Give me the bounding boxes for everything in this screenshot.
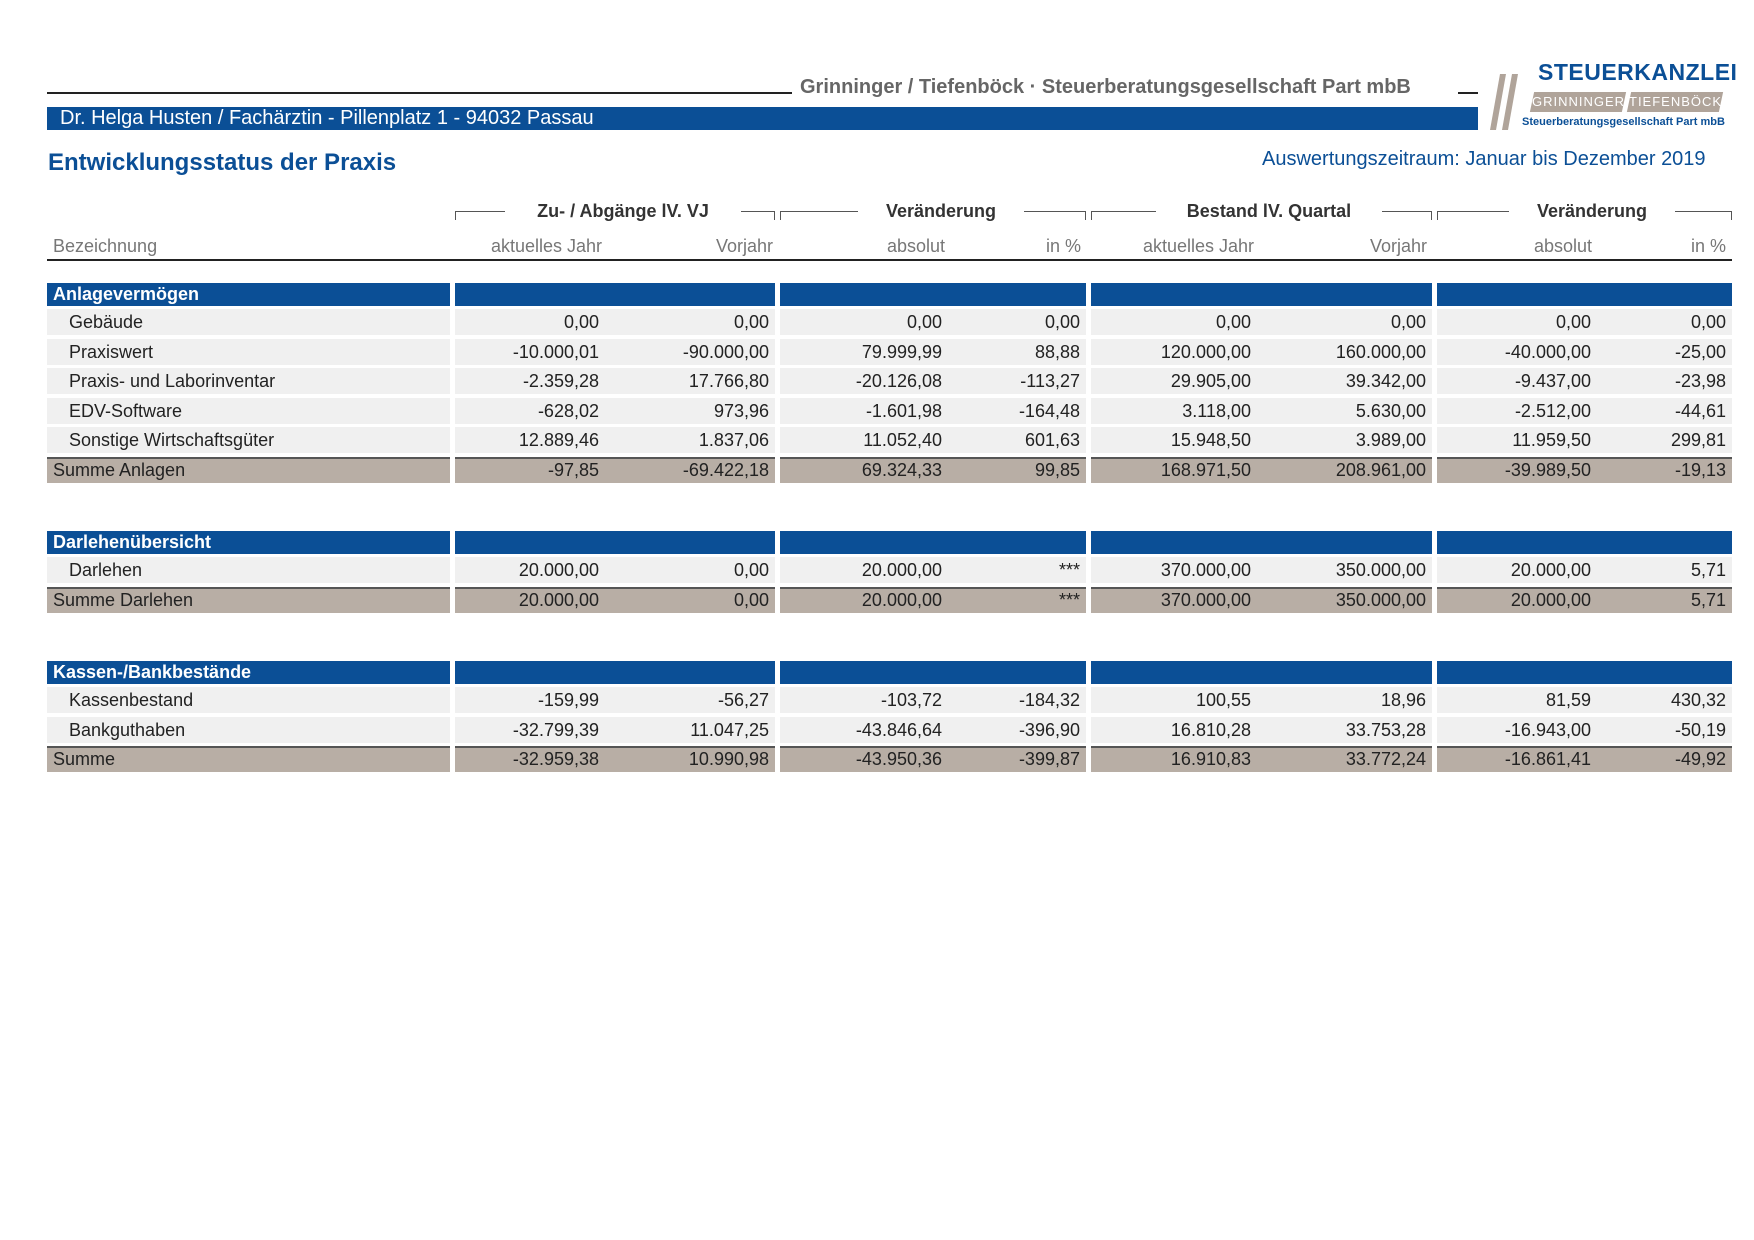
section-header-bar: [780, 531, 1086, 554]
total-cell: -32.959,38: [512, 749, 599, 769]
table-cell: -10.000,01: [512, 341, 599, 362]
total-cell: 99,85: [1034, 459, 1080, 480]
section-header: Darlehenübersicht: [47, 531, 450, 554]
table-cell: -628,02: [537, 400, 599, 421]
table-cell: -103,72: [880, 690, 942, 710]
total-cell: -399,87: [1018, 749, 1080, 769]
total-cell: -19,13: [1674, 459, 1726, 480]
table-cell: 12.889,46: [518, 430, 599, 450]
table-cell: 1.837,06: [698, 430, 769, 450]
table-cell: 5,71: [1690, 560, 1726, 580]
total-cell: 33.772,24: [1345, 749, 1426, 769]
table-cell: -56,27: [717, 690, 769, 710]
section-header-bar: [1091, 661, 1432, 684]
table-cell: -159,99: [537, 690, 599, 710]
table-cell: 20.000,00: [1510, 560, 1591, 580]
total-cell: -49,92: [1674, 749, 1726, 769]
table-cell: EDV-Software: [69, 400, 183, 421]
total-cell: -39.989,50: [1504, 459, 1591, 480]
table-cell: 5.630,00: [1355, 400, 1426, 421]
table-cell: -43.846,64: [855, 719, 942, 740]
table-cell: 81,59: [1545, 690, 1591, 710]
col-header-label: Bezeichnung: [53, 236, 158, 256]
total-cell: 16.910,83: [1170, 749, 1251, 769]
table-cell: -9.437,00: [1514, 371, 1591, 391]
logo-left-text: GRINNINGER: [1532, 94, 1626, 109]
table-cell: -16.943,00: [1504, 719, 1591, 740]
total-cell: 20.000,00: [861, 589, 942, 610]
total-cell: 168.971,50: [1160, 459, 1251, 480]
table-cell: -25,00: [1674, 341, 1726, 362]
logo-left-box: [1530, 92, 1626, 112]
table-cell: 0,00: [1390, 312, 1426, 332]
table-cell: 15.948,50: [1170, 430, 1251, 450]
table-cell: 370.000,00: [1160, 560, 1251, 580]
table-cell: 11.959,50: [1512, 430, 1591, 450]
table-cell: 430,32: [1670, 690, 1726, 710]
table-cell: Kassenbestand: [69, 690, 194, 710]
table-cell: Bankguthaben: [69, 719, 186, 740]
table-cell: 0,00: [906, 312, 942, 332]
col-header: in %: [1045, 236, 1081, 256]
section-header-bar: [455, 283, 775, 306]
table-cell: 20.000,00: [518, 560, 599, 580]
table-cell: 29.905,00: [1170, 371, 1251, 391]
firm-name: Grinninger / Tiefenböck · Steuerberatungsgesellschaft Part mbB: [800, 76, 1411, 98]
table-cell: -32.799,39: [512, 719, 599, 740]
table-cell: 120.000,00: [1160, 341, 1251, 362]
table-cell: 18,96: [1380, 690, 1426, 710]
total-cell: 208.961,00: [1335, 459, 1426, 480]
table-cell: -2.359,28: [522, 371, 599, 391]
table-cell: Praxis- und Laborinventar: [69, 371, 276, 391]
table-cell: 601,63: [1024, 430, 1080, 450]
table-cell: 17.766,80: [688, 371, 769, 391]
table-cell: 160.000,00: [1335, 341, 1426, 362]
table-cell: -113,27: [1020, 371, 1080, 391]
group-header: Zu- / Abgänge lV. VJ: [505, 201, 741, 222]
section-header-bar: [1437, 661, 1732, 684]
table-cell: 0,00: [563, 312, 599, 332]
col-header: Vorjahr: [1369, 236, 1427, 256]
total-cell: 350.000,00: [1335, 589, 1426, 610]
table-cell: -1.601,98: [865, 400, 942, 421]
table-cell: Sonstige Wirtschaftsgüter: [69, 430, 275, 450]
total-cell: 20.000,00: [1510, 589, 1591, 610]
table-cell: Darlehen: [69, 560, 143, 580]
page-title: Entwicklungsstatus der Praxis: [48, 149, 397, 176]
section-header: Anlagevermögen: [47, 283, 450, 306]
header-rule-top-right: [1458, 92, 1478, 94]
section-header-bar: [1091, 531, 1432, 554]
table-cell: -396,90: [1018, 719, 1080, 740]
col-header: in %: [1690, 236, 1726, 256]
table-cell: -184,32: [1018, 690, 1080, 710]
col-header: aktuelles Jahr: [490, 236, 602, 256]
table-cell: 3.989,00: [1355, 430, 1426, 450]
table-cell: -50,19: [1674, 719, 1726, 740]
total-cell: -69.422,18: [682, 459, 769, 480]
table-cell: -44,61: [1674, 400, 1726, 421]
total-cell: 20.000,00: [518, 589, 599, 610]
total-cell: Summe Anlagen: [53, 459, 186, 480]
table-cell: Praxiswert: [69, 341, 154, 362]
client-info: Dr. Helga Husten / Fachärztin - Pillenplatz 1 - 94032 Passau: [60, 107, 594, 129]
table-cell: -20.126,08: [855, 371, 942, 391]
table-cell: -40.000,00: [1504, 341, 1591, 362]
table-cell: 11.052,40: [863, 430, 942, 450]
table-cell: 100,55: [1195, 690, 1251, 710]
table-cell: 973,96: [713, 400, 769, 421]
table-cell: 3.118,00: [1182, 400, 1251, 421]
section-header-bar: [1437, 283, 1732, 306]
section-header-bar: [1437, 531, 1732, 554]
table-cell: 16.810,28: [1170, 719, 1251, 740]
section-header-bar: [1091, 283, 1432, 306]
table-cell: -23,98: [1674, 371, 1726, 391]
total-cell: Summe: [53, 749, 116, 769]
total-cell: 10.990,98: [688, 749, 769, 769]
group-header: Veränderung: [858, 201, 1024, 222]
header-rule: [47, 259, 1732, 261]
table-cell: -90.000,00: [682, 341, 769, 362]
logo-wordmark: STEUERKANZLEI: [1538, 59, 1738, 85]
total-cell: -43.950,36: [855, 749, 942, 769]
table-cell: ***: [1058, 560, 1080, 580]
table-cell: -2.512,00: [1514, 400, 1591, 421]
total-cell: 5,71: [1690, 589, 1726, 610]
table-cell: 0,00: [1555, 312, 1591, 332]
col-header: absolut: [1533, 236, 1592, 256]
table-cell: 88,88: [1034, 341, 1080, 362]
logo-right-box: [1627, 92, 1723, 112]
logo-right-text: TIEFENBÖCK: [1629, 94, 1723, 109]
total-cell: Summe Darlehen: [53, 589, 194, 610]
section-header-bar: [780, 283, 1086, 306]
logo-slash-icon: [1490, 74, 1520, 130]
group-header: Veränderung: [1509, 201, 1675, 222]
table-cell: 79.999,99: [861, 341, 942, 362]
table-cell: Gebäude: [69, 312, 144, 332]
total-cell: -16.861,41: [1504, 749, 1591, 769]
table-cell: 0,00: [1215, 312, 1251, 332]
table-cell: 0,00: [733, 312, 769, 332]
section-header-bar: [780, 661, 1086, 684]
table-cell: 0,00: [1690, 312, 1726, 332]
col-header: Vorjahr: [715, 236, 773, 256]
total-cell: 370.000,00: [1160, 589, 1251, 610]
total-cell: -97,85: [547, 459, 599, 480]
period-label: Auswertungszeitraum: Januar bis Dezember 2019: [1262, 148, 1706, 170]
table-cell: 11.047,25: [690, 719, 769, 740]
logo-subtitle: Steuerberatungsgesellschaft Part mbB: [1522, 116, 1725, 128]
total-cell: ***: [1058, 589, 1080, 610]
section-header: Kassen-/Bankbestände: [47, 661, 450, 684]
total-cell: 69.324,33: [861, 459, 942, 480]
table-cell: 299,81: [1670, 430, 1726, 450]
table-cell: 0,00: [733, 560, 769, 580]
col-header: absolut: [886, 236, 945, 256]
total-cell: 0,00: [733, 589, 769, 610]
col-header: aktuelles Jahr: [1142, 236, 1254, 256]
header-rule-top: [47, 92, 792, 94]
table-cell: 33.753,28: [1345, 719, 1426, 740]
table-cell: 20.000,00: [861, 560, 942, 580]
group-header: Bestand lV. Quartal: [1156, 201, 1382, 222]
table-cell: 350.000,00: [1335, 560, 1426, 580]
table-cell: -164,48: [1018, 400, 1080, 421]
table-cell: 39.342,00: [1345, 371, 1426, 391]
section-header-bar: [455, 661, 775, 684]
table-cell: 0,00: [1044, 312, 1080, 332]
section-header-bar: [455, 531, 775, 554]
